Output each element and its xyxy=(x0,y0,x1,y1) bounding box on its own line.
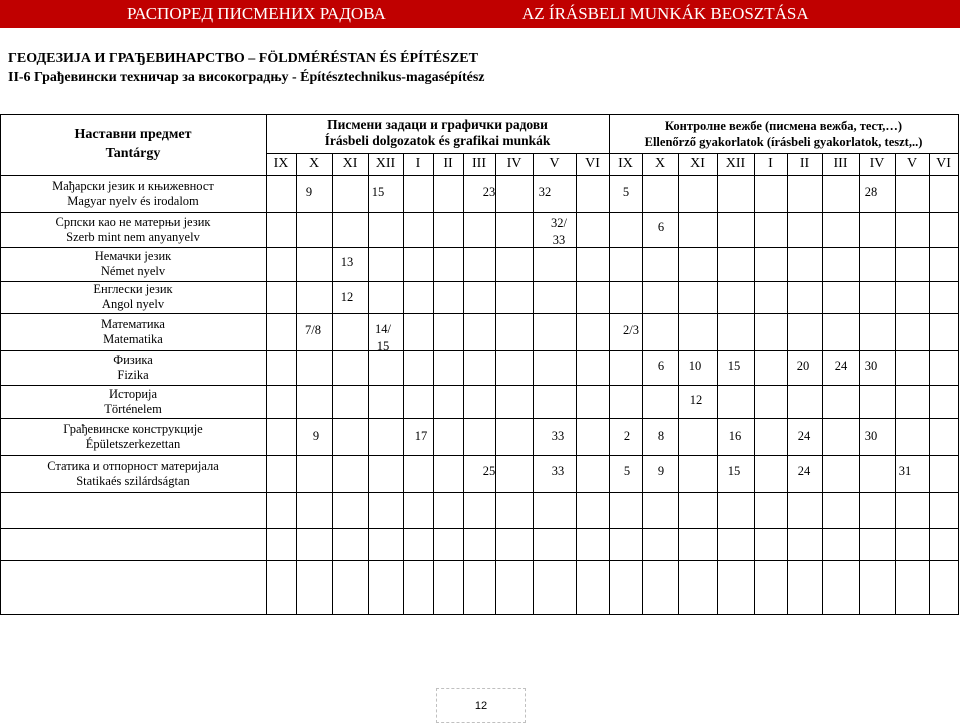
header-title-serbian: РАСПОРЕД ПИСМЕНИХ РАДОВА xyxy=(127,4,386,23)
cell-value: 8 xyxy=(657,429,665,443)
cell-value: 24 xyxy=(797,429,811,443)
cell-value: 31 xyxy=(898,464,912,478)
cell-value: 33 xyxy=(551,464,565,478)
subject-name-serbian: Статика и отпорност материјала xyxy=(47,458,219,473)
subject-name-hungarian: Angol nyelv xyxy=(101,297,165,311)
cell-value: 30 xyxy=(864,359,878,373)
cell-value: 9 xyxy=(657,464,665,478)
month-label: I xyxy=(415,156,421,171)
subject-name-hungarian: Matematika xyxy=(103,331,163,346)
subject-name-hungarian: Történelem xyxy=(104,401,162,416)
page-number: 12 xyxy=(474,700,488,712)
month-label: V xyxy=(906,156,918,171)
subject-name-hungarian: Szerb mint nem anyanyelv xyxy=(66,229,200,244)
cell-value: 14/ xyxy=(375,322,391,336)
subject-name-serbian: Математика xyxy=(101,316,165,331)
subject-name-serbian: Физика xyxy=(113,352,153,367)
control-header-hungarian: Ellenőrző gyakorlatok (írásbeli gyakorlatok, teszt,..) xyxy=(644,135,923,149)
title-line-2: II-6 Грађевински техничар за високоградњу - Építésztechnikus-magasépítész xyxy=(8,70,485,85)
subject-name-serbian: Грађевинске конструкције xyxy=(63,421,203,436)
month-label: III xyxy=(833,156,848,171)
cell-value: 13 xyxy=(340,255,354,269)
month-label: V xyxy=(549,156,560,171)
month-label: X xyxy=(308,156,320,171)
cell-value: 6 xyxy=(657,220,665,234)
cell-value: 33 xyxy=(551,429,565,443)
cell-value: 2 xyxy=(623,429,631,443)
month-label: X xyxy=(654,156,666,171)
cell-value: 5 xyxy=(622,185,630,199)
cell-value: 32 xyxy=(538,185,552,199)
month-label: IX xyxy=(273,156,289,171)
subject-name-serbian: Историја xyxy=(108,386,158,401)
subject-name-hungarian: Német nyelv xyxy=(100,264,166,278)
month-label: XII xyxy=(725,156,746,171)
cell-value: 16 xyxy=(728,429,742,443)
cell-value: 2/3 xyxy=(623,323,639,337)
cell-value: 15 xyxy=(727,464,741,478)
cell-value: 17 xyxy=(414,429,428,443)
cell-value: 6 xyxy=(657,359,665,373)
cell-value: 32/ xyxy=(551,216,567,230)
month-label: XI xyxy=(342,156,358,171)
month-label: II xyxy=(799,156,810,171)
cell-value: 33 xyxy=(552,233,566,247)
subject-name-serbian: Немачки језик xyxy=(94,249,172,263)
subject-name-hungarian: Fizika xyxy=(117,367,149,382)
cell-value: 5 xyxy=(623,464,631,478)
cell-value: 9 xyxy=(312,429,320,443)
written-header-serbian: Писмени задаци и графички радови xyxy=(327,117,548,132)
page-number-box xyxy=(436,688,526,723)
subject-name-hungarian: Épületszerkezettan xyxy=(85,436,181,451)
subject-name-hungarian: Statikaés szilárdságtan xyxy=(76,473,190,488)
subject-header-serbian: Наставни предмет xyxy=(74,127,192,142)
cell-value: 15 xyxy=(727,359,741,373)
written-header-hungarian: Írásbeli dolgozatok és grafikai munkák xyxy=(324,133,551,148)
month-label: III xyxy=(472,156,486,171)
month-label: VI xyxy=(585,156,600,171)
cell-value: 20 xyxy=(796,359,810,373)
control-header-serbian: Контролне вежбе (писмена вежба, тест,…) xyxy=(664,119,903,133)
cell-value: 15 xyxy=(371,185,385,199)
month-label: IV xyxy=(506,156,522,171)
cell-value: 12 xyxy=(340,290,354,304)
cell-value: 10 xyxy=(688,359,702,373)
header-title-hungarian: AZ ÍRÁSBELI MUNKÁK BEOSZTÁSA xyxy=(522,4,809,23)
cell-value: 9 xyxy=(305,185,313,199)
cell-value: 24 xyxy=(797,464,811,478)
cell-value: 25 xyxy=(482,464,496,478)
cell-value: 24 xyxy=(834,359,848,373)
cell-value: 12 xyxy=(689,393,703,407)
month-label: I xyxy=(768,156,773,171)
cell-value: 28 xyxy=(864,185,878,199)
month-label: IX xyxy=(618,156,633,171)
subject-header-hungarian: Tantárgy xyxy=(105,146,161,161)
cell-value: 15 xyxy=(376,339,390,353)
month-label: XI xyxy=(690,156,705,171)
subject-name-serbian: Енглески језик xyxy=(93,282,173,296)
title-line-1: ГЕОДЕЗИЈА И ГРАЂЕВИНАРСТВО – FÖLDMÉRÉSTAN ÉS ÉPÍTÉSZET xyxy=(8,51,478,66)
month-label: XII xyxy=(375,156,396,171)
month-label: II xyxy=(443,156,453,171)
cell-value: 30 xyxy=(864,429,878,443)
month-label: VI xyxy=(936,156,951,171)
subject-name-hungarian: Magyar nyelv és irodalom xyxy=(67,193,199,208)
subject-name-serbian: Мађарски језик и књижевност xyxy=(52,178,214,193)
subject-name-serbian: Српски као не матерњи језик xyxy=(55,214,211,229)
month-label: IV xyxy=(869,156,885,171)
cell-value: 7/8 xyxy=(305,323,321,337)
cell-value: 23 xyxy=(482,185,496,199)
